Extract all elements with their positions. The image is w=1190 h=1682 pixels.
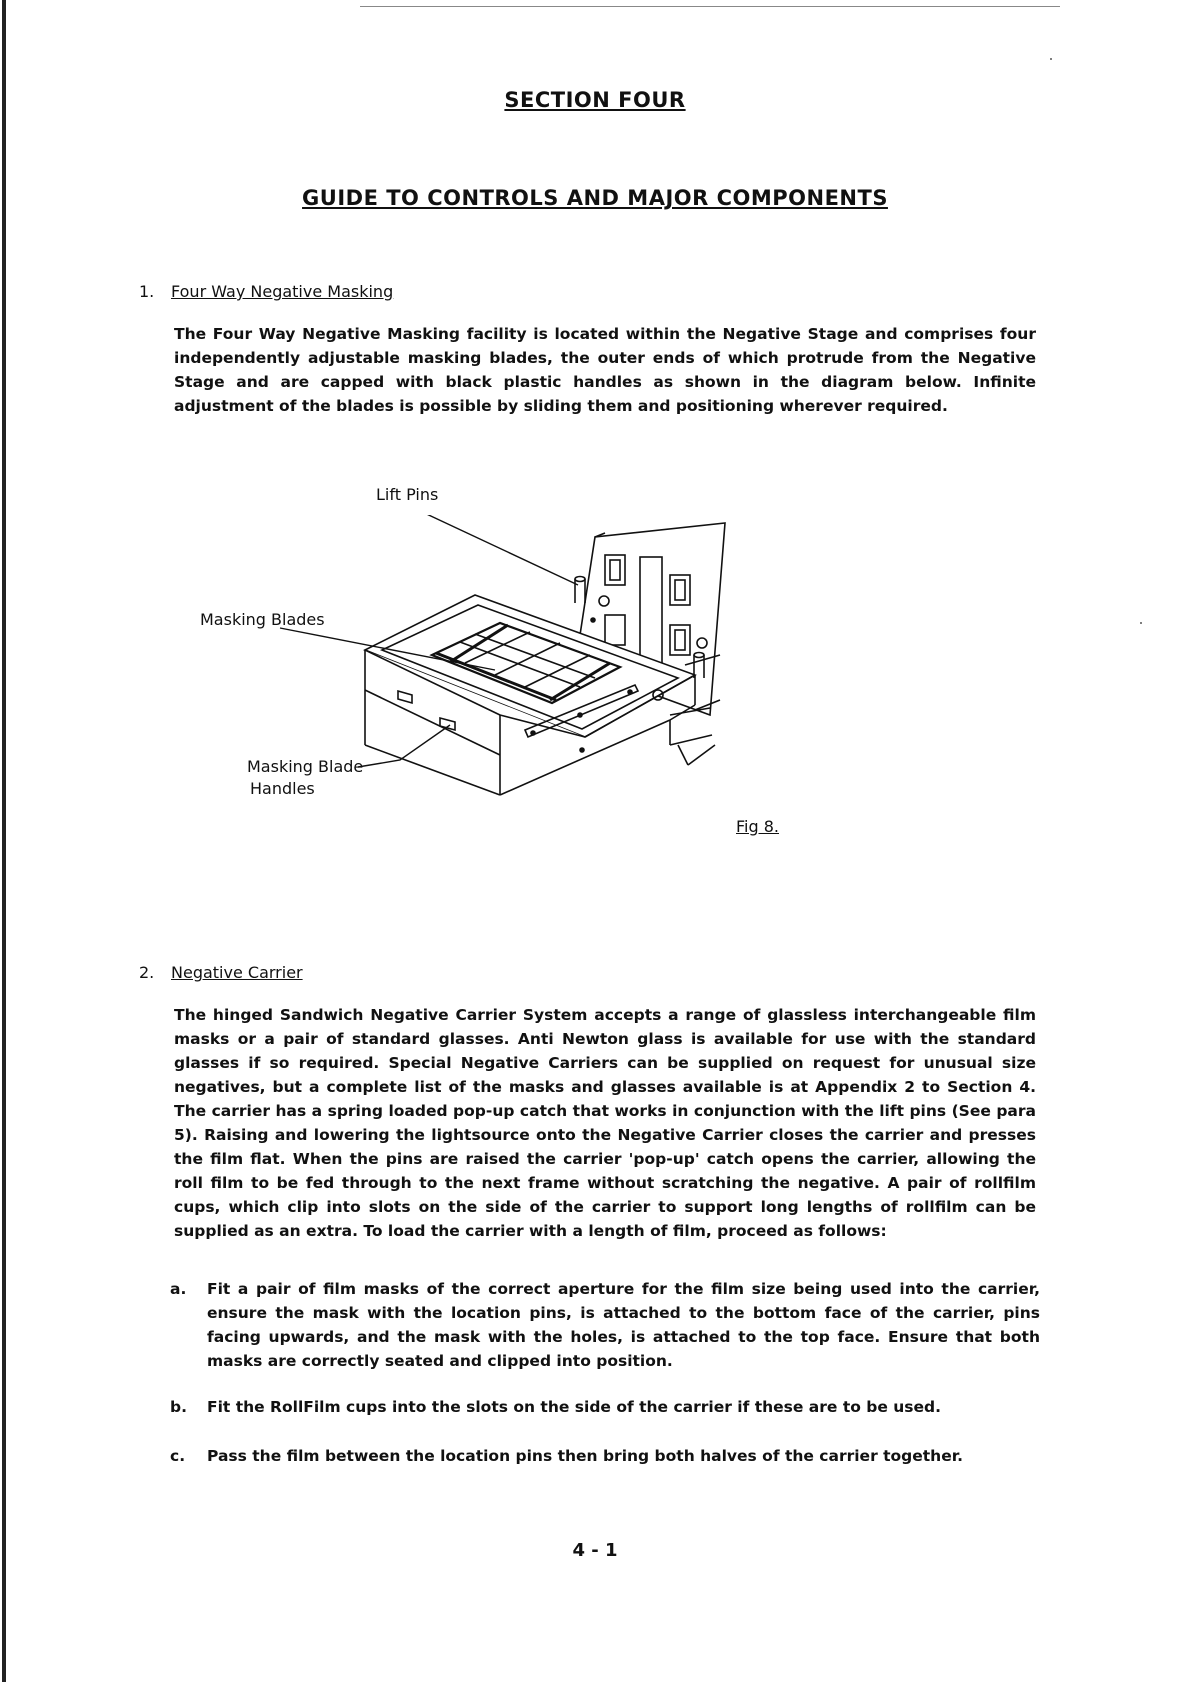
step-letter: b.: [170, 1398, 187, 1416]
negative-stage-diagram: [200, 515, 820, 895]
section-2-paragraph: The hinged Sandwich Negative Carrier System accepts a range of glassless interchangeable film masks or a pair of standard glasses. Anti Newton glass is available for use with the standard glasses if so required. Special Negative Carriers can be supplied on request for unusual size negatives, but a complete list of the masks and glasses available is at Appendix 2 to Section 4. The carrier has a spring loaded pop-up catch that works in conjunction with the lift pins (See para 5). Raising and lowering the lightsource onto the Negative Carrier closes the carrier and presses the film flat. When the pins are raised the carrier 'pop-up' catch opens the carrier, allowing the roll film to be fed through to the next frame without scratching the negative. A pair of rollfilm cups, which clip into slots on the side of the carrier to support long lengths of rollfilm can be supplied as an extra. To load the carrier with a length of film, proceed as follows:: [174, 1006, 1036, 1240]
section-number: 1.: [139, 282, 155, 301]
binding-edge: [2, 0, 6, 1682]
page-number: 4 - 1: [572, 1540, 618, 1561]
step-letter: a.: [170, 1280, 187, 1298]
step-text: Fit a pair of film masks of the correct aperture for the film size being used into the carrier, ensure the mask with the location pins, is attached to the bottom face of the carrier, pins facing upwards, and the mask with the holes, is attached to the top face. Ensure that both masks are correctly seated and clipped into position.: [207, 1280, 1040, 1370]
scan-speck: [1140, 622, 1142, 624]
figure-8: [200, 485, 820, 895]
step-text: Fit the RollFilm cups into the slots on the side of the carrier if these are to be used.: [207, 1398, 942, 1416]
page-title: GUIDE TO CONTROLS AND MAJOR COMPONENTS: [302, 186, 888, 210]
top-rule: [360, 6, 1060, 7]
masking-blade-handles-label: Masking Blade: [247, 757, 364, 776]
lift-pins-label: Lift Pins: [376, 485, 439, 504]
masking-blades-label: Masking Blades: [200, 610, 325, 629]
section-1-paragraph: The Four Way Negative Masking facility is located within the Negative Stage and comprises four independently adjustable masking blades, the outer ends of which protrude from the Negative Stage and are capped with black plastic handles as shown in the diagram below. Infinite adjustment of the blades is possible by sliding them and positioning wherever required.: [174, 325, 1036, 415]
section-heading-text: Four Way Negative Masking: [171, 282, 394, 301]
section-heading-text: Negative Carrier: [171, 963, 303, 982]
step-letter: c.: [170, 1447, 186, 1465]
masking-blade-handles-label-line2: Handles: [250, 779, 315, 798]
step-text: Pass the film between the location pins then bring both halves of the carrier together.: [207, 1447, 964, 1465]
section-number: 2.: [139, 963, 155, 982]
section-title: SECTION FOUR: [504, 88, 686, 112]
figure-caption: Fig 8.: [736, 817, 779, 836]
scan-speck: [1050, 58, 1052, 60]
